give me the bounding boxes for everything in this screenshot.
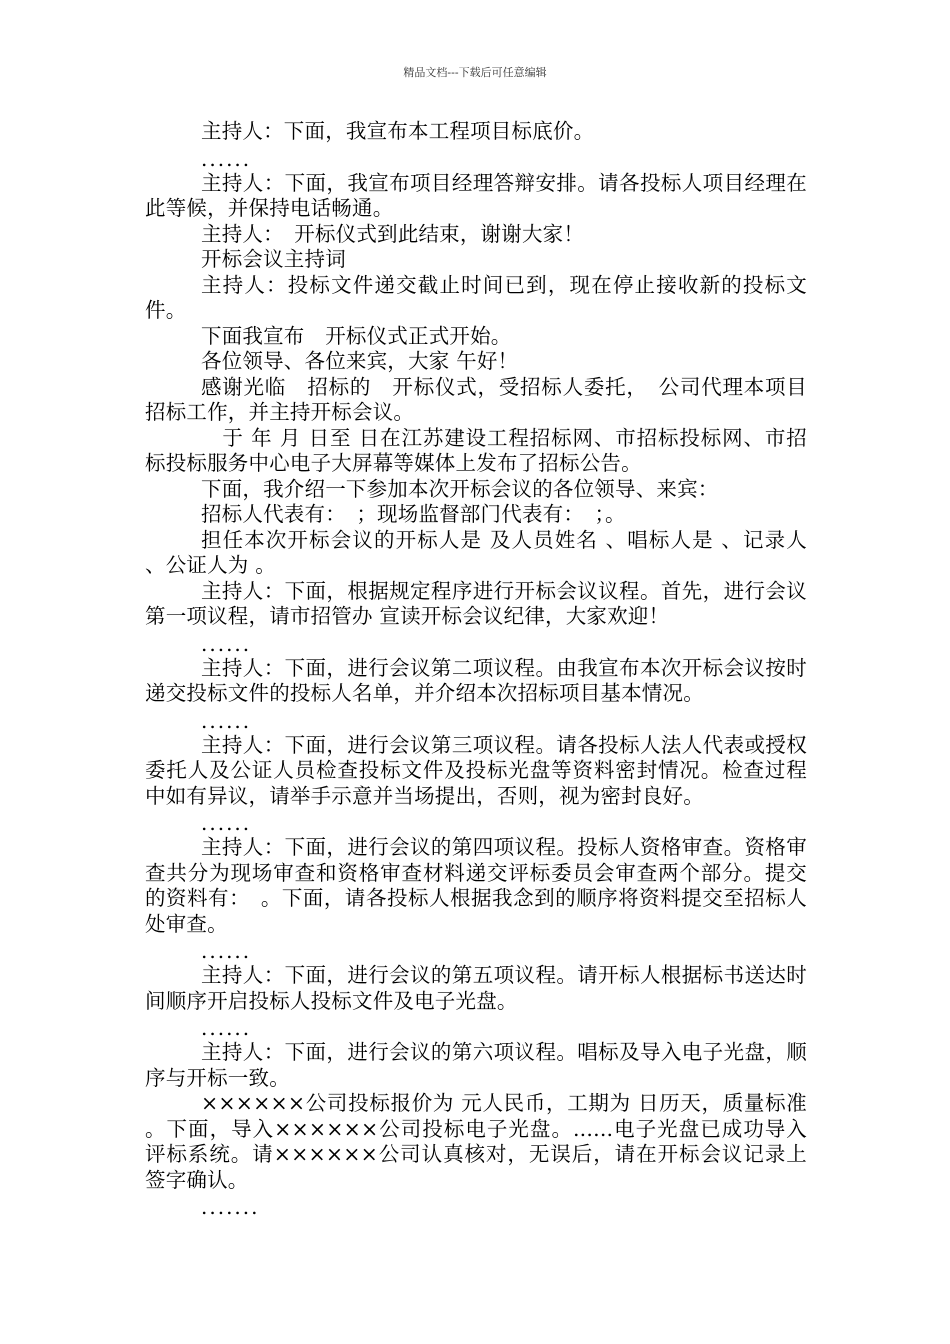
paragraph: 于 年 月 日至 日在江苏建设工程招标网、市招标投标网、市招标投标服务中心电子大屏幕等媒体上发布了招标公告。	[145, 425, 807, 475]
ellipsis: ......	[201, 1016, 252, 1040]
paragraph: 主持人：下面，进行会议第三项议程。请各投标人法人代表或授权委托人及公证人员检查投标文件及投标光盘等资料密封情况。检查过程中如有异议，请举手示意并当场提出，否则，视为密封良好。	[145, 732, 807, 808]
paragraph: 主持人：下面，我宣布本工程项目标底价。	[201, 119, 595, 143]
paragraph: 主持人： 开标仪式到此结束，谢谢大家！	[201, 221, 585, 246]
section-title: 开标会议主持词	[201, 247, 346, 271]
paragraph: 感谢光临 招标的 开标仪式，受招标人委托， 公司代理本项目招标工作，并主持开标会议。	[145, 374, 807, 424]
paragraph: 主持人：下面，进行会议的第四项议程。投标人资格审查。资格审查共分为现场审查和资格审查材料递交评标委员会审查两个部分。提交的资料有： 。下面，请各投标人根据我念到的顺序将资料提交至招标人处审查。	[145, 835, 807, 936]
ellipsis: ......	[201, 939, 252, 963]
ellipsis: ......	[201, 811, 252, 835]
ellipsis: .......	[201, 1195, 260, 1219]
ellipsis: ......	[201, 631, 252, 656]
paragraph: 下面，我介绍一下参加本次开标会议的各位领导、来宾：	[201, 476, 719, 501]
paragraph: 主持人：投标文件递交截止时间已到，现在停止接收新的投标文件。	[145, 272, 807, 322]
paragraph: 下面我宣布 开标仪式正式开始。	[201, 323, 512, 348]
document-body	[145, 119, 807, 1219]
paragraph: 主持人：下面，我宣布项目经理答辩安排。请各投标人项目经理在此等候，并保持电话畅通。	[145, 170, 807, 220]
page-header: 精品文档---下载后可任意编辑	[403, 66, 547, 79]
paragraph: 主持人：下面，根据规定程序进行开标会议议程。首先，进行会议第一项议程，请市招管办 宣读开标会议纪律，大家欢迎！	[145, 578, 807, 628]
ellipsis: ......	[201, 146, 252, 171]
paragraph: ××××××公司投标报价为 元人民币，工期为 日历天，质量标准 。下面，导入××××××公司投标电子光盘。......电子光盘已成功导入评标系统。请××××××公司认真核对，无误后，请在开标会议记录上签字确认。	[145, 1091, 807, 1192]
paragraph: 主持人：下面，进行会议的第六项议程。唱标及导入电子光盘，顺序与开标一致。	[145, 1040, 807, 1090]
paragraph: 招标人代表有： ；现场监督部门代表有： ；。	[201, 502, 626, 526]
paragraph: 担任本次开标会议的开标人是 及人员姓名 、唱标人是 、记录人 、公证人为 。	[145, 527, 807, 577]
ellipsis: ......	[201, 708, 252, 733]
paragraph: 各位领导、各位来宾，大家 午好！	[201, 349, 519, 373]
paragraph: 主持人：下面，进行会议第二项议程。由我宣布本次开标会议按时递交投标文件的投标人名单，并介绍本次招标项目基本情况。	[145, 655, 807, 705]
paragraph: 主持人：下面，进行会议的第五项议程。请开标人根据标书送达时间顺序开启投标人投标文件及电子光盘。	[145, 963, 807, 1013]
